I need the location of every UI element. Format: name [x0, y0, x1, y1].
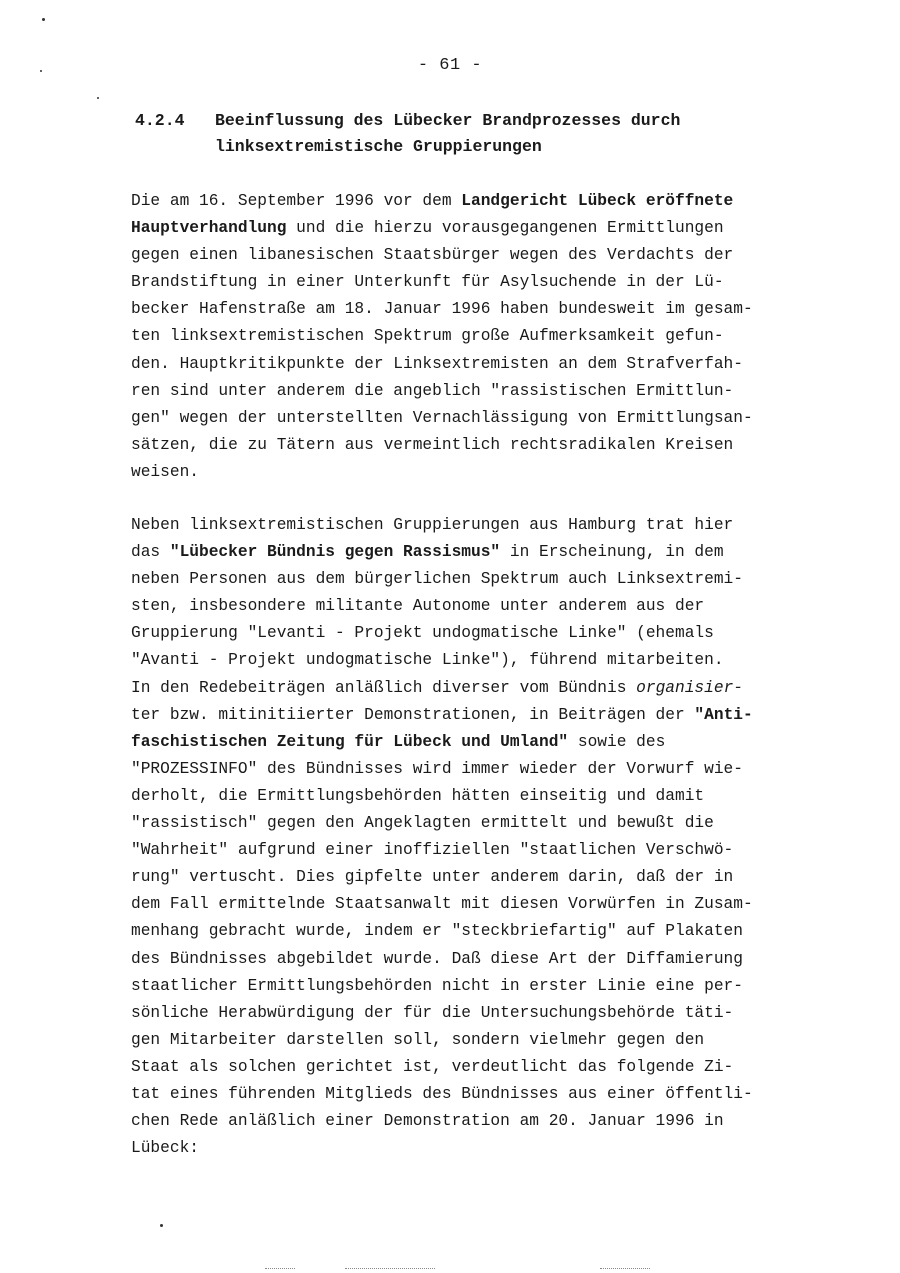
text-line: menhang gebracht wurde, indem er "steckbriefartig" auf Plakaten — [131, 922, 743, 941]
bold-text: Landgericht Lübeck eröffnete — [461, 192, 734, 210]
scan-speck — [42, 18, 45, 21]
text-line — [131, 675, 871, 702]
scan-edge-mark — [265, 1268, 295, 1270]
text-line — [131, 215, 871, 242]
text-span: Die am 16. September 1996 vor dem — [131, 192, 462, 210]
bold-text: "Lübecker Bündnis gegen Rassismus" — [169, 543, 501, 562]
text-line: neben Personen aus dem bürgerlichen Spektrum auch Linksextremi- — [131, 570, 743, 589]
text-line — [131, 702, 871, 729]
text-line: gegen einen libanesischen Staatsbürger wegen des Verdachts der — [131, 246, 734, 265]
text-line: ren sind unter anderem die angeblich "rassistischen Ermittlun- — [131, 381, 734, 400]
text-line — [131, 729, 871, 756]
text-line: "Avanti - Projekt undogmatische Linke"), führend mitarbeiten. — [131, 651, 724, 670]
text-line — [131, 539, 871, 566]
text-line: Staat als solchen gerichtet ist, verdeutlicht das folgende Zi- — [131, 1057, 734, 1076]
text-span: In den Redebeiträgen anläßlich diverser vom Bündnis — [131, 678, 637, 697]
text-span: das — [131, 543, 170, 562]
scan-speck — [97, 97, 99, 99]
scan-edge-mark — [600, 1268, 650, 1270]
text-line: staatlicher Ermittlungsbehörden nicht in erster Linie eine per- — [131, 976, 743, 995]
text-line: ten linksextremistischen Spektrum große Aufmerksamkeit gefun- — [131, 327, 724, 346]
text-line: Brandstiftung in einer Unterkunft für Asylsuchende in der Lü- — [131, 273, 724, 292]
text-line: gen Mitarbeiter darstellen soll, sondern vielmehr gegen den — [131, 1030, 705, 1049]
scan-speck — [160, 1224, 163, 1227]
paragraph-2 — [131, 512, 871, 1162]
bold-text: "Anti- — [694, 705, 753, 724]
text-line: sönliche Herabwürdigung der für die Untersuchungsbehörde täti- — [131, 1003, 734, 1022]
text-span: ter bzw. mitinitiierter Demonstrationen, in Beiträgen der — [131, 705, 695, 724]
bold-text: faschistischen Zeitung für Lübeck und Umland" — [131, 732, 569, 751]
scan-speck — [40, 70, 42, 72]
text-line: des Bündnisses abgebildet wurde. Daß diese Art der Diffamierung — [131, 949, 743, 968]
text-line — [131, 188, 871, 215]
text-line: gen" wegen der unterstellten Vernachlässigung von Ermittlungsan- — [131, 408, 753, 427]
text-span: in Erscheinung, in dem — [500, 543, 724, 562]
text-line: sätzen, die zu Tätern aus vermeintlich rechtsradikalen Kreisen — [131, 435, 734, 454]
text-line: sten, insbesondere militante Autonome unter anderem aus der — [131, 597, 705, 616]
text-line: "Wahrheit" aufgrund einer inoffiziellen "staatlichen Verschwö- — [131, 841, 734, 860]
section-number: 4.2.4 — [135, 111, 185, 130]
text-line: "PROZESSINFO" des Bündnisses wird immer wieder der Vorwurf wie- — [131, 759, 743, 778]
text-line: "rassistisch" gegen den Angeklagten ermittelt und bewußt die — [131, 814, 714, 833]
italic-text: organisier- — [636, 678, 743, 697]
text-line: den. Hauptkritikpunkte der Linksextremisten an dem Strafverfah- — [131, 354, 743, 373]
text-line: tat eines führenden Mitglieds des Bündnisses aus einer öffentli- — [131, 1084, 753, 1103]
text-span: sowie des — [568, 732, 666, 751]
text-line: rung" vertuscht. Dies gipfelte unter anderem darin, daß der in — [131, 868, 734, 887]
text-line: Neben linksextremistischen Gruppierungen aus Hamburg trat hier — [131, 516, 734, 534]
text-line: Lübeck: — [131, 1139, 199, 1158]
page-number: - 61 - — [417, 56, 483, 75]
scan-edge-mark — [345, 1268, 435, 1270]
bold-text: Hauptverhandlung — [131, 219, 287, 238]
paragraph-1 — [131, 188, 871, 486]
text-line: chen Rede anläßlich einer Demonstration am 20. Januar 1996 in — [131, 1112, 724, 1131]
text-span: und die hierzu vorausgegangenen Ermittlungen — [286, 219, 724, 238]
text-line: Gruppierung "Levanti - Projekt undogmatische Linke" (ehemals — [131, 624, 714, 643]
text-line: dem Fall ermittelnde Staatsanwalt mit diesen Vorwürfen in Zusam- — [131, 895, 753, 914]
text-line: derholt, die Ermittlungsbehörden hätten einseitig und damit — [131, 786, 705, 805]
section-heading — [135, 108, 835, 160]
text-line: becker Hafenstraße am 18. Januar 1996 haben bundesweit im gesam- — [131, 300, 753, 319]
section-title-line-2: linksextremistische Gruppierungen — [215, 137, 542, 156]
section-title-line-1: Beeinflussung des Lübecker Brandprozesses durch — [215, 111, 681, 130]
text-line: weisen. — [131, 462, 199, 481]
